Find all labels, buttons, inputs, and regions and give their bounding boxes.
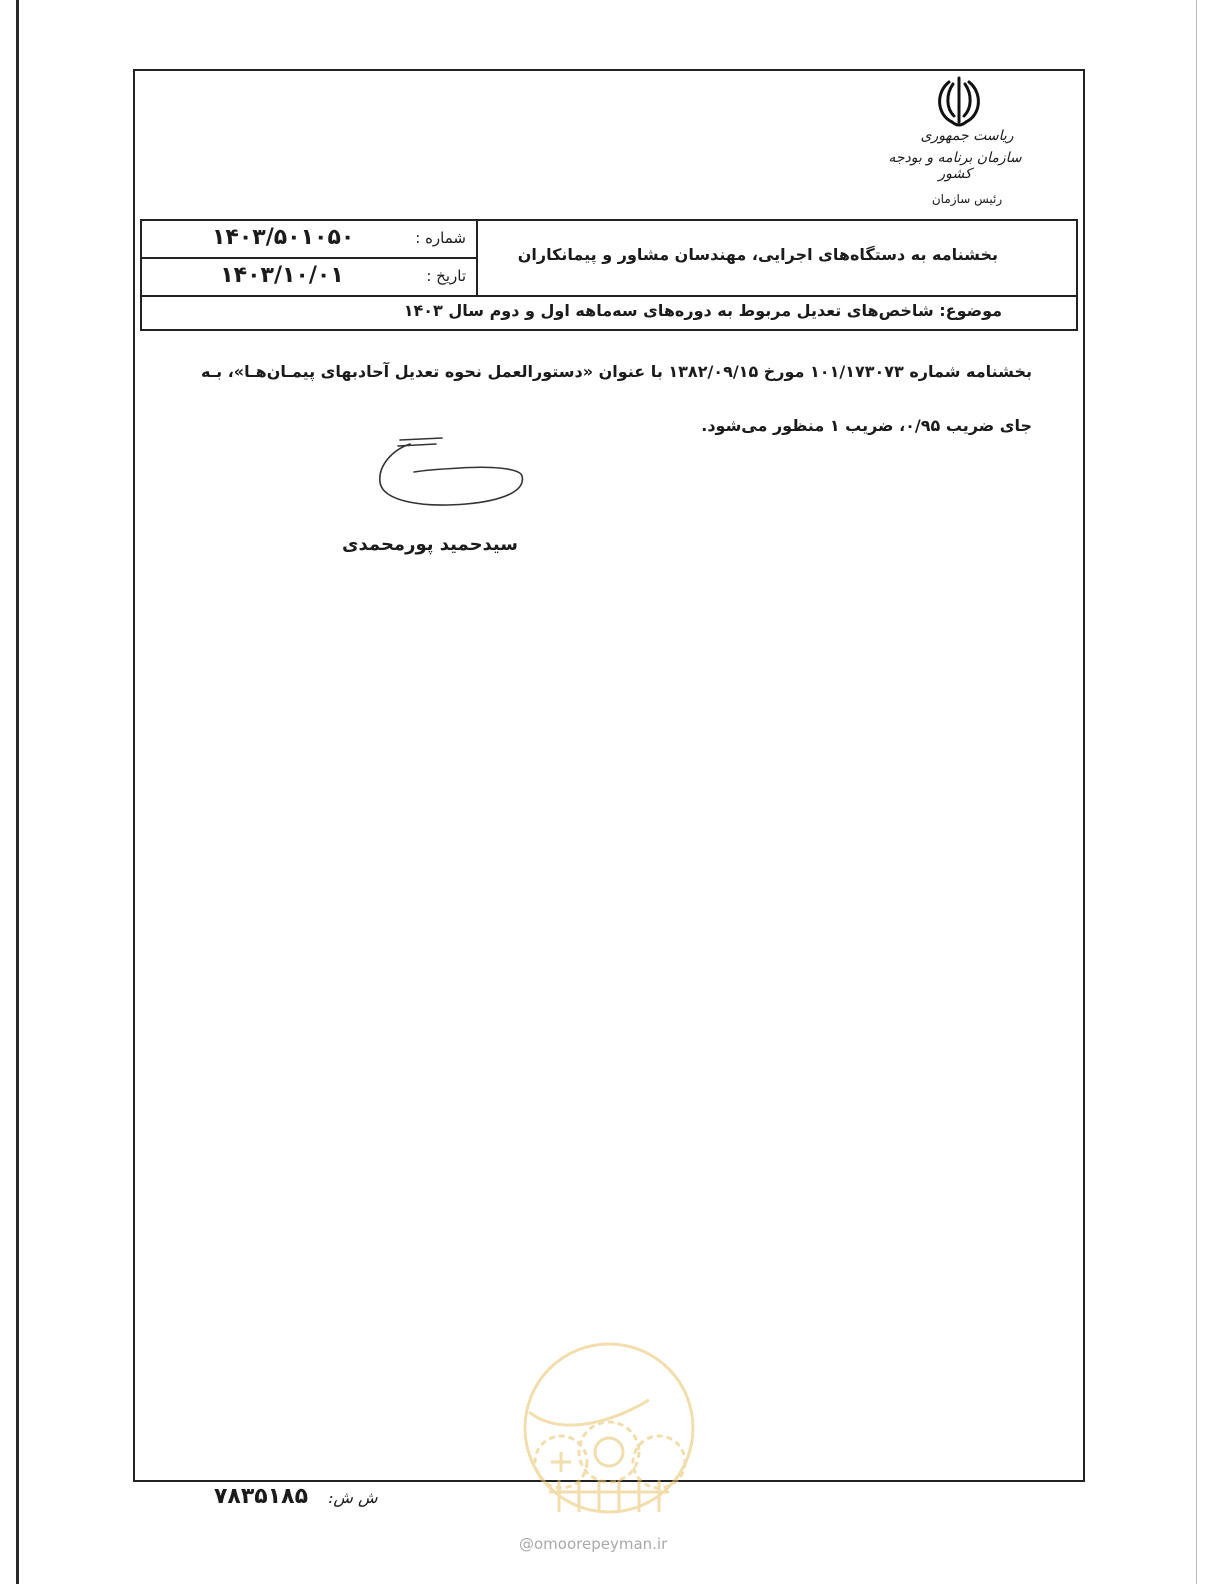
signer-name: سیدحمید پورمحمدی	[342, 534, 518, 555]
scan-edge-right	[1196, 0, 1197, 1584]
signature-mark	[370, 432, 540, 522]
phone-label: ش ش:	[328, 1488, 378, 1507]
header-row-top	[142, 221, 1076, 297]
letterhead	[880, 128, 1030, 206]
header-meta-cell	[142, 221, 478, 295]
header-table	[140, 219, 1078, 331]
letterhead-office: رئیس سازمان	[931, 192, 1003, 206]
date-row	[142, 259, 476, 295]
letterhead-presidency: ریاست جمهوری	[920, 128, 1014, 144]
subject-line: موضوع: شاخص‌های تعدیل مربوط به دوره‌های سه‌ماهه اول و دوم سال ۱۴۰۳	[403, 301, 1002, 320]
scan-edge-left	[16, 0, 19, 1584]
number-label: شماره :	[415, 229, 466, 247]
letter-number: ۱۴۰۳/۵۰۱۰۵۰	[212, 225, 355, 250]
site-credit: @omoorepeyman.ir	[519, 1535, 668, 1553]
letter-date: ۱۴۰۳/۱۰/۰۱	[220, 263, 344, 288]
addressee: بخشنامه به دستگاه‌های اجرایی، مهندسان مشاور و پیمانکاران	[517, 245, 998, 264]
body-line-2: جای ضریب ۰/۹۵، ضریب ۱ منظور می‌شود.	[701, 416, 1032, 435]
omoorepeyman-watermark	[509, 1340, 709, 1516]
number-row	[142, 221, 476, 259]
letter-body	[180, 345, 1032, 453]
body-line-1: بخشنامه شماره ۱۰۱/۱۷۳۰۷۳ مورخ ۱۳۸۲/۰۹/۱۵ با عنوان «دستورالعمل نحوه تعدیل آحادبهای پیمـان‌هـا»، بـه	[200, 362, 1032, 381]
date-label: تاریخ :	[426, 267, 466, 285]
letterhead-organization: سازمان برنامه و بودجه کشور	[888, 150, 1022, 182]
phone-number: ۷۸۳۵۱۸۵	[214, 1484, 308, 1509]
iran-emblem-icon	[932, 74, 986, 130]
